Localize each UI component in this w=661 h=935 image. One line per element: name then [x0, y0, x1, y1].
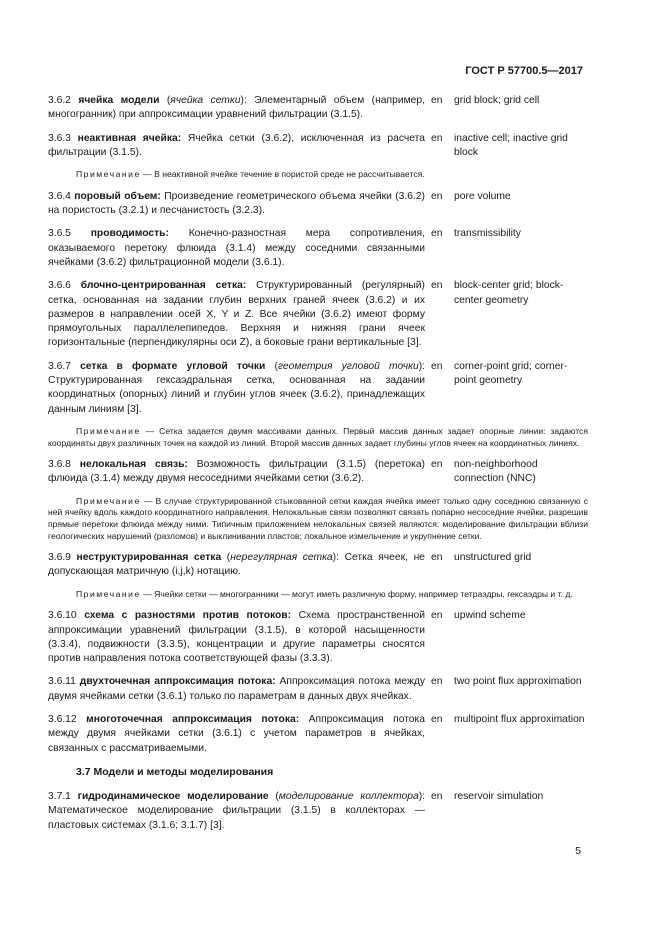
- term-name: гидродинамическое моделирование: [77, 790, 269, 802]
- lang-tag: en: [431, 190, 443, 202]
- term-definition: 3.6.6 блочно-центрированная сетка: Структурированный (регулярный) сетка, основанная на задании глубин верхних граней ячеек (3.6.2) и их размеров в направлении осей X, Y и Z. Все ячейки (3.6.2) имеют форму прямоугольных параллелепипедов. Верхняя и нижняя грани ячеек горизонтальные (перпендикулярны оси Z), а боковые грани вертикальные [3].: [48, 280, 425, 349]
- term-definition: 3.6.4 поровый объем: Произведение геометрического объема ячейки (3.6.2) на пористость (3.2.1) и песчанистость (3.2.3).: [48, 190, 425, 217]
- english-equivalent: unstructured grid: [454, 552, 532, 564]
- term-definition: 3.6.11 двухточечная аппроксимация потока: Аппроксимация потока между двумя ячейками сетки (3.6.1) только по параметрам в данных двух ячейках.: [48, 676, 425, 702]
- term-entry: [48, 360, 588, 417]
- english-equivalent: two point flux approximation: [454, 676, 582, 688]
- lang-tag: en: [431, 714, 443, 726]
- term-entry: [48, 279, 588, 350]
- term-synonym: геометрия угловой точки: [277, 360, 419, 372]
- english-equivalent: corner-point grid; corner-point geometry: [454, 360, 568, 387]
- term-definition: 3.6.5 проводимость: Конечно-разностная мера сопротивления, оказываемого перетоку флюида (3.1.4) между соседними связанными ячейками (3.6.2) фильтрационной модели (3.6.1).: [48, 228, 425, 268]
- term-entry: [48, 790, 588, 833]
- term-entry: [48, 94, 588, 123]
- term-definition: 3.6.7 сетка в формате угловой точки (геометрия угловой точки): Структурированная гексаэдральная сетка, основанная на задании координатных (опорных) линий и глубин углов ячеек (3.6.2), принадлежащих данным линиям [3].: [48, 360, 425, 415]
- term-entry: [48, 713, 588, 756]
- english-equivalent: upwind scheme: [454, 610, 526, 622]
- term-entry: [48, 675, 588, 704]
- term-definition: 3.6.9 неструктурированная сетка (нерегулярная сетка): Сетка ячеек, не допускающая матричную (i,j,k) нотацию.: [48, 552, 425, 578]
- note-label: Примечание: [76, 169, 141, 180]
- term-synonym: моделирование коллектора: [278, 790, 419, 802]
- lang-tag: en: [431, 676, 443, 688]
- term-synonym: ячейка сетки: [170, 95, 241, 106]
- page-number: 5: [575, 845, 581, 857]
- term-name: сетка в формате угловой точки: [80, 360, 266, 372]
- term-entry: [48, 227, 588, 270]
- term-name: проводимость:: [90, 228, 169, 240]
- term-entry: [48, 132, 588, 161]
- lang-tag: en: [431, 132, 443, 144]
- document-body: [48, 94, 588, 842]
- lang-tag: en: [431, 790, 443, 802]
- term-definition: 3.6.2 ячейка модели (ячейка сетки): Элементарный объем (например, многогранник) при аппроксимации уравнений фильтрации (3.1.5).: [48, 95, 425, 121]
- note-label: Примечание: [76, 495, 141, 506]
- lang-tag: en: [431, 95, 443, 106]
- note: Примечание — В неактивной ячейке течение в пористой среде не рассчитывается.: [76, 169, 425, 180]
- english-equivalent: non-neighborhood connection (NNC): [454, 459, 538, 485]
- term-entry: [48, 551, 588, 580]
- term-synonym: нерегулярная сетка: [230, 552, 333, 564]
- english-equivalent: transmissibility: [454, 228, 521, 240]
- note: Примечание — Ячейки сетки — многогранники — могут иметь различную форму, например тетраэдры, гексаэдры и т. д.: [76, 588, 573, 599]
- english-equivalent: inactive cell; inactive grid block: [454, 132, 568, 158]
- english-equivalent: multipoint flux approximation: [454, 714, 585, 726]
- lang-tag: en: [431, 280, 443, 292]
- term-definition: 3.6.12 многоточечная аппроксимация потока: Аппроксимация потока между двумя ячейками сетки (3.6.1) с учетом параметров в ячейках, связанных с рассматриваемыми.: [48, 714, 425, 754]
- lang-tag: en: [431, 552, 443, 564]
- section-heading: 3.7 Модели и методы моделирования: [76, 765, 274, 778]
- term-name: неструктурированная сетка: [76, 552, 222, 564]
- term-definition: 3.6.10 схема с разностями против потоков: Схема пространственной аппроксимации уравнений фильтрации (3.1.5), в которой насыщенности (3.3.4), подвижности (3.3.5), концентрации и другие параметры сносятся против направления потока соответствующей фазы (3.3.3).: [48, 610, 425, 665]
- term-definition: 3.7.1 гидродинамическое моделирование (моделирование коллектора): Математическое моделирование фильтрации (3.1.5) в коллекторах — пластовых системах (3.1.6; 3.1.7) [3].: [48, 790, 425, 831]
- english-equivalent: block-center grid; block-center geometry: [454, 280, 564, 306]
- lang-tag: en: [431, 360, 443, 372]
- term-entry: [48, 458, 588, 487]
- page-header: [0, 0, 661, 100]
- lang-tag: en: [431, 459, 443, 471]
- term-name: блочно-центрированная сетка:: [80, 280, 247, 292]
- english-equivalent: pore volume: [454, 190, 511, 202]
- term-name: нелокальная связь:: [79, 459, 188, 471]
- term-definition: 3.6.8 нелокальная связь: Возможность фильтрации (3.1.5) (перетока) флюида (3.1.4) между двумя несоседними ячейками сетки (3.6.2).: [48, 459, 425, 485]
- lang-tag: en: [431, 610, 443, 622]
- term-name: схема с разностями против потоков:: [84, 610, 292, 622]
- term-name: неактивная ячейка:: [77, 132, 182, 144]
- english-equivalent: grid block; grid cell: [454, 95, 540, 106]
- document-code: ГОСТ Р 57700.5—2017: [465, 65, 583, 77]
- term-name: поровый объем:: [74, 190, 161, 202]
- term-entry: [48, 190, 588, 219]
- term-entry: [48, 609, 588, 666]
- term-name: двухточечная аппроксимация потока:: [79, 676, 276, 688]
- note-label: Примечание: [76, 425, 141, 436]
- term-definition: 3.6.3 неактивная ячейка: Ячейка сетки (3.6.2), исключенная из расчета фильтрации (3.1.5).: [48, 132, 425, 158]
- note-label: Примечание: [76, 588, 141, 599]
- term-name: многоточечная аппроксимация потока:: [86, 714, 300, 726]
- english-equivalent: reservoir simulation: [454, 790, 544, 802]
- note: Примечание — Сетка задается двумя массивами данных. Первый массив данных задает опорные линии: задаются координаты двух различных точек на каждой из линий. Второй массив данных задает глубины углов ячеек на координатных линиях.: [48, 425, 588, 448]
- note: Примечание — В случае структурированной стыкованной сетки каждая ячейка имеет только одну соседнюю связанную с ней ячейку вдоль каждого координатного направления. Нелокальные связи позволяют связать попарно несоседние ячейки, разрешив прямые перетоки флюида между ними. Типичным приложением нелокальных связей являются: моделирование фильтрации вблизи геологических нарушений (разломов) и выклинивании пластов; локальное измельчение и укрупнение сетки.: [48, 495, 588, 541]
- lang-tag: en: [431, 228, 443, 240]
- term-name: ячейка модели: [78, 95, 160, 106]
